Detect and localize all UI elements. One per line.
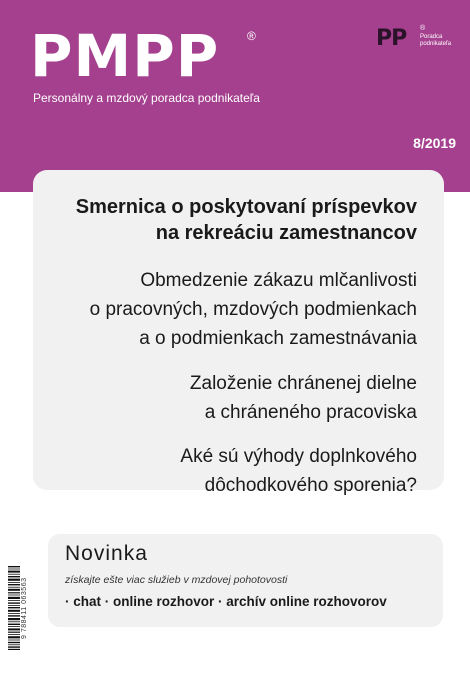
novinka-card xyxy=(48,534,443,627)
headline-line: Obmedzenie zákazu mlčanlivosti xyxy=(140,270,417,291)
headline xyxy=(180,442,417,500)
headline-line: a chráneného pracoviska xyxy=(204,402,417,423)
headline-line: o pracovných, mzdových podmienkach xyxy=(89,299,417,320)
masthead-subtitle: Personálny a mzdový poradca podnikateľa xyxy=(33,91,260,105)
issue-number: 8/2019 xyxy=(413,135,456,151)
headlines-card xyxy=(33,170,444,496)
headline-line: Smernica o poskytovaní príspevkov xyxy=(75,196,417,218)
publisher-caption: Poradca podnikateľa xyxy=(420,34,452,47)
masthead xyxy=(0,0,470,192)
headline-line: Aké sú výhody doplnkového xyxy=(180,446,417,467)
novinka-services: · chat · online rozhovor · archív online rozhovorov xyxy=(65,594,387,609)
logo-text: PMPP xyxy=(30,22,220,90)
headline-line: dôchodkového sporenia? xyxy=(204,475,417,496)
publisher-registered-mark: ® xyxy=(420,25,426,32)
headline-main xyxy=(76,194,417,246)
headline-line: na rekreáciu zamestnancov xyxy=(155,222,417,244)
headline xyxy=(90,266,417,353)
barcode-number: 9 788411 063563 xyxy=(21,577,28,639)
novinka-subtitle: získajte ešte viac služieb v mzdovej pohotovosti xyxy=(65,574,288,586)
barcode-icon xyxy=(8,566,20,650)
registered-mark: ® xyxy=(247,29,256,43)
headline-line: Založenie chránenej dielne xyxy=(189,373,417,394)
publisher-logo-mark: PP xyxy=(376,26,407,51)
novinka-title: Novinka xyxy=(65,542,148,565)
headline xyxy=(190,369,417,427)
headline-line: a o podmienkach zamestnávania xyxy=(139,328,417,349)
publisher-badge xyxy=(376,26,456,56)
